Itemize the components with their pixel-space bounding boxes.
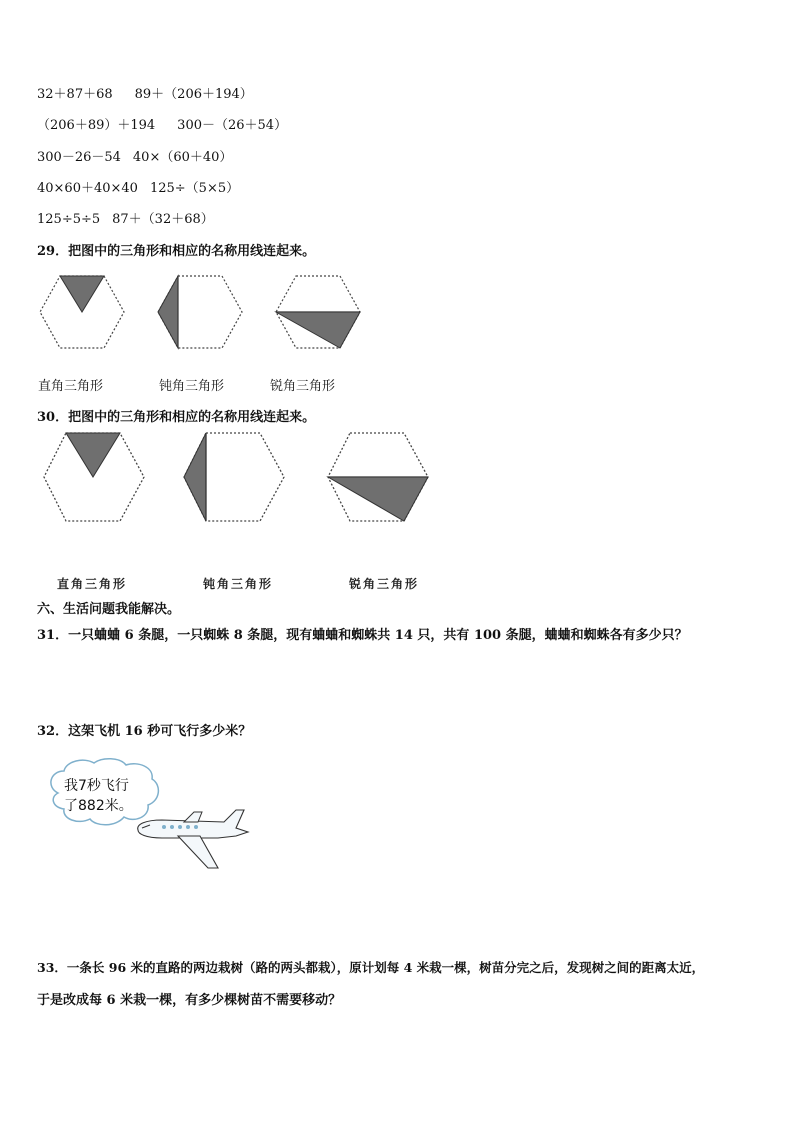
calc-expr: 89＋（206＋194） xyxy=(134,87,253,102)
window-icon xyxy=(186,825,190,829)
calc-expr: 87＋（32＋68） xyxy=(112,212,214,227)
section-heading: 六、生活问题我能解决。 xyxy=(37,602,181,617)
calc-expr: 300－26－54 xyxy=(37,150,121,165)
question-33-line-2: 于是改成每 6 米栽一棵，有多少棵树苗不需要移动？ xyxy=(37,993,342,1008)
label-obtuse-triangle: 钝角三角形 xyxy=(159,379,225,394)
question-31: 31．一只蛐蛐 6 条腿，一只蜘蛛 8 条腿，现有蛐蛐和蜘蛛共 14 只，共有 100 条腿，蛐蛐和蜘蛛各有多少只？ xyxy=(37,628,688,643)
hexagon-right-triangle-figure xyxy=(42,430,146,524)
label-right-triangle: 直角三角形 xyxy=(57,577,128,591)
calc-expr: 40×60＋40×40 xyxy=(37,181,138,196)
shaded-triangle xyxy=(184,433,206,521)
question-33-line-1: 33．一条长 96 米的直路的两边栽树（路的两头都栽），原计划每 4 米栽一棵，树苗分完之后，发现树之间的距离太近， xyxy=(37,960,705,975)
hexagon-obtuse-triangle-figure xyxy=(156,272,246,352)
calc-expr: 125÷（5×5） xyxy=(149,181,240,196)
bubble-line-2: 了882米。 xyxy=(64,798,133,814)
shaded-triangle xyxy=(66,433,120,477)
window-icon xyxy=(162,825,166,829)
airplane-illustration xyxy=(132,808,252,872)
calc-expr: （206＋89）＋194 xyxy=(37,118,156,133)
calc-expr: 125÷5÷5 xyxy=(37,212,101,227)
calc-row-3 xyxy=(37,146,232,165)
window-icon xyxy=(194,825,198,829)
shaded-triangle xyxy=(276,312,360,348)
label-right-triangle: 直角三角形 xyxy=(38,379,104,394)
calc-row-5 xyxy=(37,208,214,227)
shaded-triangle xyxy=(328,477,428,521)
calc-expr: 40×（60＋40） xyxy=(132,150,233,165)
airplane-upper-wing xyxy=(184,812,202,822)
hexagon-acute-triangle-figure xyxy=(326,430,430,524)
question-29: 29．把图中的三角形和相应的名称用线连起来。 xyxy=(37,244,316,259)
shaded-triangle xyxy=(60,276,104,312)
hexagon-right-triangle-figure xyxy=(38,272,128,352)
calc-expr: 300－（26＋54） xyxy=(177,118,288,133)
shaded-triangle xyxy=(158,276,178,348)
hexagon-obtuse-triangle-figure xyxy=(182,430,286,524)
question-32: 32．这架飞机 16 秒可飞行多少米？ xyxy=(37,724,252,739)
window-icon xyxy=(170,825,174,829)
label-obtuse-triangle: 钝角三角形 xyxy=(203,577,274,591)
label-acute-triangle: 锐角三角形 xyxy=(349,577,420,591)
calc-row-2 xyxy=(37,114,287,133)
label-acute-triangle: 锐角三角形 xyxy=(270,379,336,394)
calc-row-4 xyxy=(37,177,239,196)
hexagon-acute-triangle-figure xyxy=(274,272,364,352)
calc-expr: 32＋87＋68 xyxy=(37,87,113,102)
bubble-line-1: 我7秒飞行 xyxy=(64,778,129,794)
window-icon xyxy=(178,825,182,829)
calc-row-1 xyxy=(37,83,253,102)
airplane-wing xyxy=(178,836,218,868)
question-30: 30．把图中的三角形和相应的名称用线连起来。 xyxy=(37,410,316,425)
